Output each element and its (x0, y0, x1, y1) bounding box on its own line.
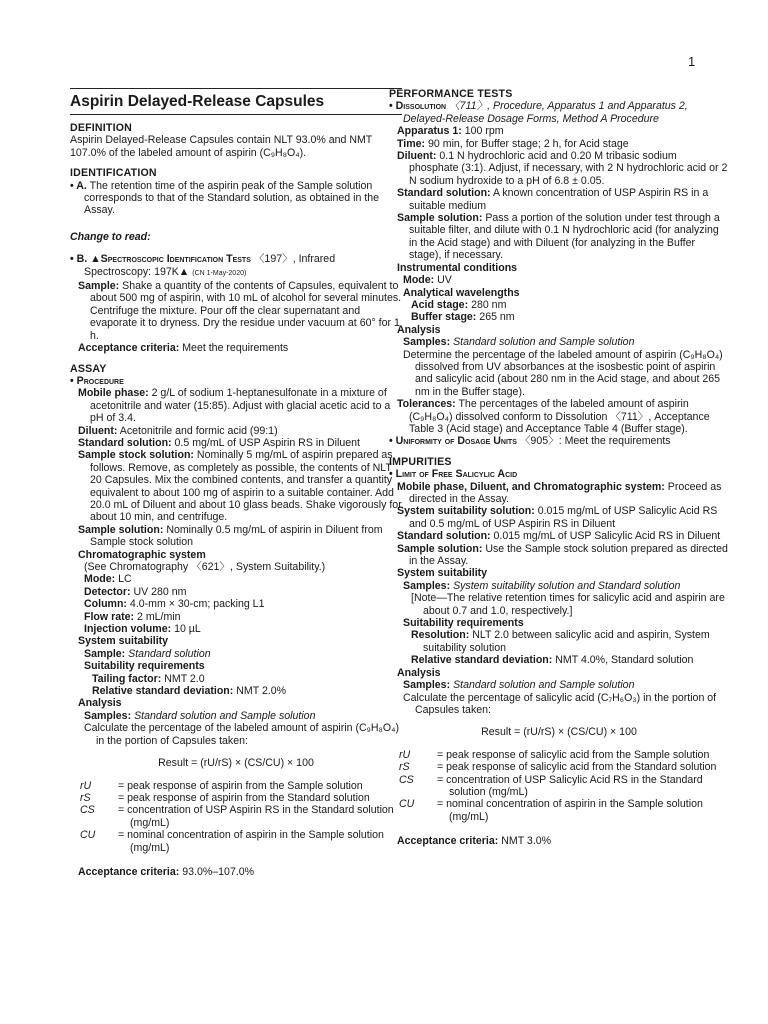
definition-text: Aspirin Delayed-Release Capsules contain NLT 93.0% and NMT 107.0% of the labeled amount of aspirin (C₉H₈O₄). (70, 134, 373, 159)
buffer-stage-text: 265 nm (479, 311, 515, 324)
definition-heading: DEFINITION (70, 122, 133, 134)
analysis-label: Analysis (78, 697, 122, 710)
analysis-samples-text: Standard solution and Sample solution (134, 709, 316, 722)
assay-procedure: • Procedure (70, 374, 124, 387)
tailing-factor-text: NMT 2.0 (164, 672, 205, 685)
samples-text: System suitability solution and Standard solution (453, 579, 681, 592)
rsd-text: NMT 2.0% (236, 685, 287, 698)
acceptance-text: 93.0%–107.0% (182, 865, 255, 878)
assay-heading: ASSAY (70, 362, 107, 375)
standard-solution (70, 437, 402, 449)
acid-stage-label: Acid stage: (411, 298, 469, 311)
definition-text: = peak response of aspirin from the Sample solution (118, 779, 363, 792)
system-suitability-solution (389, 505, 729, 530)
tolerances-label: Tolerances: (397, 398, 456, 411)
standard-solution-text: 0.5 mg/mL of USP Aspirin RS in Diluent (174, 436, 361, 449)
time-text: 90 min, for Buffer stage; 2 h, for Acid stage (428, 137, 629, 150)
analysis-samples-label: Samples: (84, 709, 132, 722)
sample-text: Shake a quantity of the contents of Capsules, equivalent to about 500 mg of aspirin, with 10 mL of alcohol for several minutes. Centrifuge the mixture. Pour off the clear supernatant and evaporate it to dryness. Dry the residue under vacuum at 60° for 1 h. (90, 280, 402, 342)
standard-solution-text: 0.015 mg/mL of USP Salicylic Acid RS in Diluent (493, 530, 721, 543)
impurities-mobile-phase (389, 481, 729, 506)
impurities-heading: IMPURITIES (389, 455, 452, 468)
calculation-text: Calculate the percentage of the labeled amount of aspirin (C₉H₈O₄) in the portion of Capsules taken: (84, 722, 400, 747)
dissolution-mode (389, 274, 729, 286)
limit-free-salicylic-acid: • Limit of Free Salicylic Acid (389, 468, 518, 481)
acid-stage-text: 280 nm (471, 298, 507, 311)
acceptance-label: Acceptance criteria: (78, 342, 180, 355)
chromatographic-system-ref: (See Chromatography 〈621〉, System Suitability.) (84, 561, 326, 573)
uniformity-text: 〈905〉: Meet the requirements (519, 435, 671, 448)
acceptance-text: Meet the requirements (182, 342, 289, 355)
mode-text: UV (437, 274, 452, 287)
standard-solution-label: Standard solution: (397, 530, 491, 543)
mobile-phase-label: Mobile phase, Diluent, and Chromatographic system: (397, 480, 665, 493)
resolution-label: Resolution: (411, 629, 470, 642)
mobile-phase-label: Mobile phase: (78, 387, 149, 400)
left-column (70, 88, 402, 878)
dissolution-text: 〈711〉, Procedure, Apparatus 1 and Apparatus 2, Delayed-Release Dosage Forms, Method A Procedure (403, 100, 688, 125)
identification-a-text: The retention time of the aspirin peak of the Sample solution corresponds to that of the Standard solution, as obtained in the Assay. (84, 179, 380, 217)
buffer-stage (389, 311, 729, 323)
time-label: Time: (397, 137, 426, 150)
right-column (389, 88, 729, 848)
tailing-factor-label: Tailing factor: (92, 672, 162, 685)
mobile-phase (70, 387, 402, 424)
acceptance-text: NMT 3.0% (501, 835, 552, 848)
diluent (70, 425, 402, 437)
uniformity-of-dosage-units (389, 435, 729, 447)
sample-label: Sample: (78, 280, 120, 293)
definition-symbol: CU (399, 798, 415, 811)
sample-solution-text: Use the Sample stock solution prepared as directed in the Assay. (409, 542, 728, 568)
monograph-title-block (70, 88, 402, 115)
sample-solution-label: Sample solution: (78, 523, 164, 536)
ss-solution-label: System suitability solution: (397, 505, 535, 518)
diluent-text: 0.1 N hydrochloric acid and 0.20 M tribasic sodium phosphate (3:1). Adjust, if necessary, with 2 N hydrochloric acid or 2 N sodium hydroxide to a pH of 6.8 ± 0.05. (409, 150, 728, 187)
rsd-label: Relative standard deviation: (92, 685, 234, 698)
monograph-title: Aspirin Delayed-Release Capsules (70, 93, 325, 110)
chromatographic-system-label: Chromatographic system (78, 548, 206, 561)
dissolution-analysis-samples (389, 336, 729, 348)
sample-stock-text: Nominally 5 mg/mL of aspirin prepared as follows. Remove, as completely as possible, the contents of NLT 20 Capsules. Mix the combined contents, and transfer a quantity equivalent to about 100 mg of aspirin to a suitable container. Add 20.0 mL of Diluent and about 10 glass beads. Shake vigorously for about 10 min, and centrifuge. (90, 449, 402, 524)
definition-text: = concentration of USP Aspirin RS in the Standard solution (mg/mL) (118, 804, 394, 829)
identification-b-acceptance (70, 342, 402, 354)
injection-volume-text: 10 µL (174, 623, 201, 636)
system-suitability-sample (70, 648, 402, 660)
identification-b-sample (70, 280, 402, 342)
detector-label: Detector: (84, 585, 131, 598)
resolution (389, 629, 729, 654)
dissolution-diluent (389, 150, 729, 187)
samples-label: Samples: (403, 336, 451, 349)
definition-text: = nominal concentration of aspirin in the Sample solution (mg/mL) (437, 798, 703, 823)
uniformity-label: • Uniformity of Dosage Units (389, 435, 517, 448)
apparatus (389, 125, 729, 137)
dissolution (389, 100, 729, 125)
impurities-standard-solution (389, 530, 729, 542)
injection-volume-label: Injection volume: (84, 623, 172, 636)
impurities-system-suitability-label: System suitability (397, 567, 488, 580)
identification-b-label: • B. ▲Spectroscopic Identification Tests (70, 253, 251, 266)
samples-text: Standard solution and Sample solution (453, 679, 635, 692)
assay-acceptance-criteria (70, 866, 402, 878)
acid-stage (389, 299, 729, 311)
definition-symbol: CU (80, 829, 96, 842)
definition-text: = peak response of salicylic acid from the Standard solution (437, 761, 717, 774)
dissolution-label: • Dissolution (389, 100, 447, 113)
tolerances-text: The percentages of the labeled amount of aspirin (C₉H₈O₄) dissolved conform to Dissolution 〈711〉, Acceptance Table 3 (Acid stage) and Acceptance Table 4 (Buffer stage). (409, 398, 710, 435)
identification-a (70, 180, 402, 217)
diluent-label: Diluent: (397, 150, 437, 163)
definition-symbol: CS (80, 804, 95, 817)
flow-rate-text: 2 mL/min (136, 610, 181, 623)
impurities-acceptance-criteria (389, 835, 729, 847)
samples-text: Standard solution and Sample solution (453, 336, 635, 349)
dissolution-sample-solution (389, 212, 729, 262)
impurities-analysis-label: Analysis (397, 666, 441, 679)
definition-row (70, 780, 402, 792)
impurities-analysis-samples (389, 679, 729, 691)
definition-row (70, 829, 402, 854)
sample-solution-text: Nominally 0.5 mg/mL of aspirin in Diluent from Sample stock solution (90, 523, 383, 549)
definition-symbol: rS (399, 761, 410, 774)
system-suitability-label: System suitability (78, 635, 169, 648)
sample-stock-label: Sample stock solution: (78, 449, 194, 462)
definition-symbol: rS (80, 791, 91, 804)
result-formula: Result = (rU/rS) × (CS/CU) × 100 (158, 757, 314, 770)
tolerances (389, 398, 729, 435)
standard-solution-label: Standard solution: (397, 187, 491, 200)
definition-symbol: rU (80, 779, 92, 792)
rsd-text: NMT 4.0%, Standard solution (555, 654, 694, 667)
detector (70, 586, 402, 598)
suitability-requirements-label: Suitability requirements (84, 660, 205, 673)
analysis-samples (70, 710, 402, 722)
instrumental-conditions-label: Instrumental conditions (397, 261, 518, 274)
identification-b (70, 253, 402, 280)
sample-solution-text: Pass a portion of the solution under test through a suitable filter, and dilute with 0.1 N hydrochloric acid (for analyzing in the Acid stage) and with Diluent (for analyzing in the Buffer stage), if necessary. (409, 212, 720, 262)
impurities-calculation-text: Calculate the percentage of salicylic acid (C₇H₆O₃) in the portion of Capsules taken: (403, 691, 717, 716)
impurities-ss-samples (389, 580, 729, 592)
mode-label: Mode: (403, 274, 435, 287)
relative-standard-deviation (70, 685, 402, 697)
definition-symbol: rU (399, 748, 411, 761)
performance-tests-heading: PERFORMANCE TESTS (389, 88, 513, 100)
definition-symbol: CS (399, 773, 414, 786)
impurities-rsd (389, 654, 729, 666)
ss-solution-text: 0.015 mg/mL of USP Salicylic Acid RS and 0.5 mg/mL of USP Aspirin RS in Diluent (409, 505, 718, 530)
detector-text: UV 280 nm (133, 585, 187, 598)
definition-row (389, 774, 729, 799)
definition-row (389, 798, 729, 823)
change-to-read-note: Change to read: (70, 230, 151, 243)
identification-b-cn: (CN 1-May-2020) (192, 269, 247, 277)
impurities-suitability-requirements-label: Suitability requirements (403, 617, 524, 630)
acceptance-label: Acceptance criteria: (397, 835, 499, 848)
definition-text: = nominal concentration of aspirin in the Sample solution (mg/mL) (118, 829, 384, 854)
sample-solution (70, 524, 402, 549)
determine-text: Determine the percentage of the labeled amount of aspirin (C₉H₈O₄) dissolved from UV absorbances at the isosbestic point of aspirin and salicylic acid (about 280 nm in the Acid stage, and about 265 nm in the Buffer stage). (403, 348, 723, 398)
mode (70, 573, 402, 585)
diluent-label: Diluent: (78, 424, 118, 437)
rsd-label: Relative standard deviation: (411, 654, 553, 667)
standard-solution-label: Standard solution: (78, 436, 172, 449)
identification-heading: IDENTIFICATION (70, 167, 157, 180)
apparatus-text: 100 rpm (464, 125, 504, 138)
definition-row (389, 761, 729, 773)
sample-solution-label: Sample solution: (397, 542, 483, 555)
column-label: Column: (84, 598, 127, 611)
column-text: 4.0-mm × 30-cm; packing L1 (129, 598, 265, 611)
analytical-wavelengths-label: Analytical wavelengths (403, 286, 520, 299)
flow-rate-label: Flow rate: (84, 610, 135, 623)
identification-b-ref: 〈197〉, Infrared Spectroscopy: 197K▲ (84, 253, 336, 278)
buffer-stage-label: Buffer stage: (411, 311, 477, 324)
identification-a-label: • A. (70, 179, 87, 192)
tailing-factor (70, 673, 402, 685)
definition-text: = concentration of USP Salicylic Acid RS in the Standard solution (mg/mL) (437, 773, 703, 798)
mode-text: LC (118, 573, 132, 586)
definition-text: = peak response of aspirin from the Standard solution (118, 791, 370, 804)
injection-volume (70, 623, 402, 635)
standard-solution-text: A known concentration of USP Aspirin RS in a suitable medium (409, 187, 709, 212)
apparatus-label: Apparatus 1: (397, 125, 462, 138)
ss-sample-text: Standard solution (128, 647, 211, 660)
definition-row (70, 792, 402, 804)
flow-rate (70, 611, 402, 623)
samples-label: Samples: (403, 679, 451, 692)
impurities-result-formula: Result = (rU/rS) × (CS/CU) × 100 (481, 726, 637, 739)
definition-row (389, 749, 729, 761)
diluent-text: Acetonitrile and formic acid (99:1) (119, 424, 278, 437)
page-number: 1 (688, 54, 696, 69)
ss-sample-label: Sample: (84, 647, 126, 660)
time (389, 138, 729, 150)
mode-label: Mode: (84, 573, 116, 586)
impurities-formula-definitions (389, 749, 729, 823)
note-text: [Note—The relative retention times for salicylic acid and aspirin are about 0.7 and 1.0, respectively.] (411, 592, 725, 617)
dissolution-analysis-label: Analysis (397, 323, 441, 336)
samples-label: Samples: (403, 579, 451, 592)
dissolution-standard-solution (389, 187, 729, 212)
resolution-text: NLT 2.0 between salicylic acid and aspirin, System suitability solution (423, 629, 710, 654)
impurities-sample-solution (389, 543, 729, 568)
mobile-phase-text: 2 g/L of sodium 1-heptanesulfonate in a mixture of acetonitrile and water (15:85). Adjust with glacial acetic acid to a pH of 3.4. (90, 387, 391, 425)
column (70, 598, 402, 610)
definition-text: = peak response of salicylic acid from the Sample solution (437, 748, 710, 761)
formula-definitions (70, 780, 402, 854)
acceptance-label: Acceptance criteria: (78, 865, 180, 878)
definition-row (70, 804, 402, 829)
sample-stock-solution (70, 449, 402, 523)
mobile-phase-text: Proceed as directed in the Assay. (409, 480, 722, 505)
sample-solution-label: Sample solution: (397, 212, 483, 225)
